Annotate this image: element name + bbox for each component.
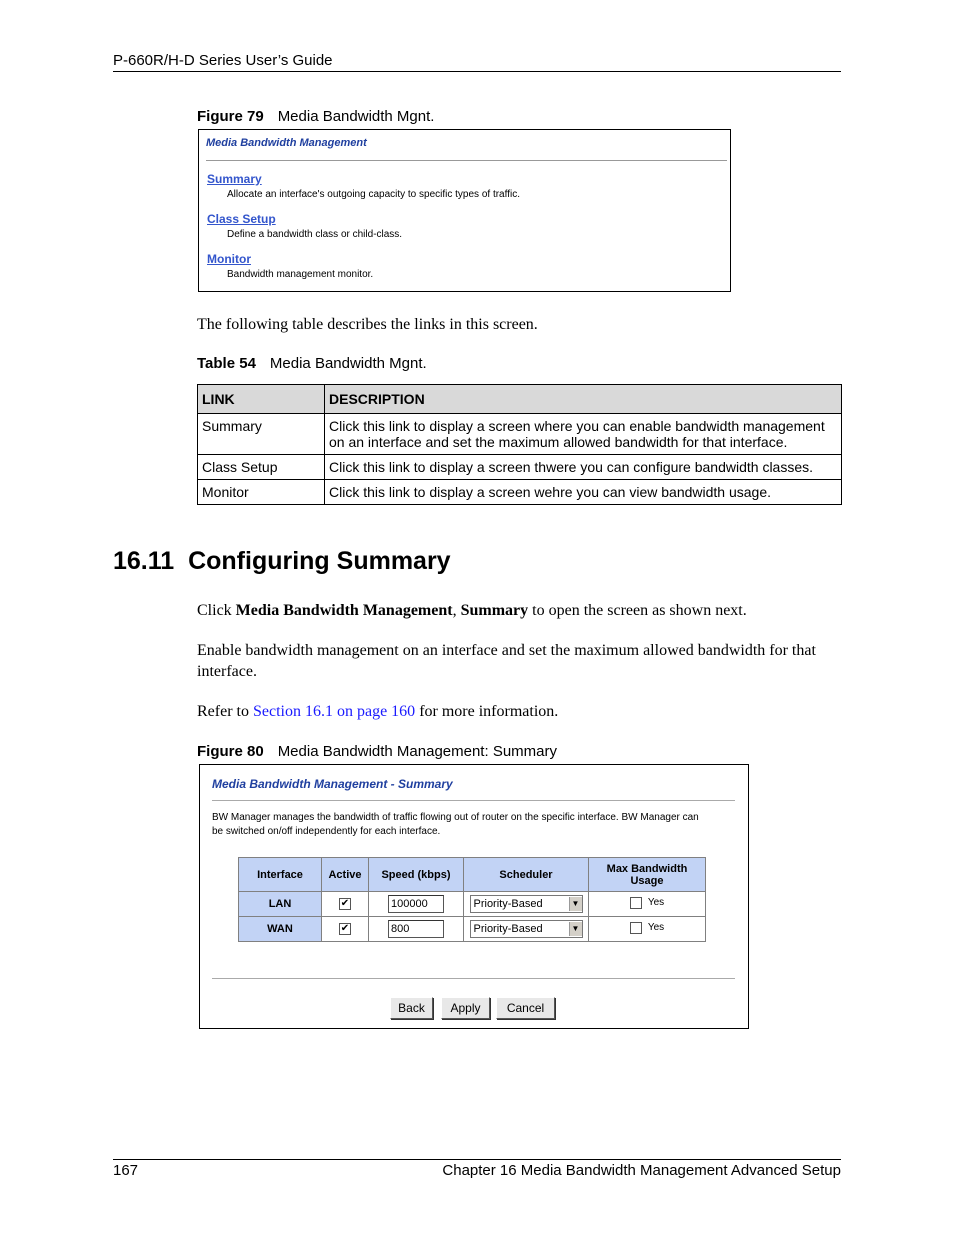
table-54-caption: [197, 355, 427, 372]
intro-paragraph: The following table describes the links in this screen.: [197, 316, 538, 333]
table-cell-link: Class Setup: [198, 455, 325, 480]
speed-cell: [369, 917, 464, 942]
column-header-link: LINK: [198, 385, 325, 414]
description-paragraph: Enable bandwidth management on an interface and set the maximum allowed bandwidth for that interface.: [197, 642, 816, 680]
links-description-table: [197, 384, 842, 505]
instruction-paragraph: [197, 600, 842, 621]
dropdown-arrow-icon[interactable]: ▼: [569, 897, 582, 911]
max-usage-cell: [589, 892, 706, 917]
figure-79-label: Figure 79: [197, 108, 264, 125]
dropdown-arrow-icon[interactable]: ▼: [569, 922, 582, 936]
table-row: [198, 480, 842, 505]
column-header-active: Active: [322, 858, 369, 892]
p3-text: Refer to: [197, 703, 253, 720]
table-cell-description: Click this link to display a screen wehre you can view bandwidth usage.: [325, 480, 842, 505]
active-cell: [322, 892, 369, 917]
p1-text-end: to open the screen as shown next.: [528, 602, 747, 619]
class-setup-link-description: Define a bandwidth class or child-class.: [227, 229, 403, 240]
title-separator: [212, 800, 735, 801]
table-cell-link: Monitor: [198, 480, 325, 505]
reference-paragraph: [197, 701, 842, 722]
title-separator: [206, 160, 727, 161]
table-54-label: Table 54: [197, 355, 256, 372]
summary-link[interactable]: Summary: [207, 172, 262, 186]
table-cell-link: Summary: [198, 414, 325, 455]
chapter-title: Chapter 16 Media Bandwidth Management Advanced Setup: [442, 1162, 841, 1179]
scheduler-cell: [464, 892, 589, 917]
p3-text-end: for more information.: [415, 703, 559, 720]
page-number: 167: [113, 1162, 139, 1179]
lan-scheduler-select[interactable]: [470, 895, 583, 913]
wan-scheduler-value: Priority-Based: [473, 923, 543, 935]
figure-79-screenshot: [198, 129, 731, 292]
wan-max-usage-checkbox[interactable]: [630, 922, 642, 934]
class-setup-link[interactable]: Class Setup: [207, 212, 276, 226]
media-bandwidth-screen-title: Media Bandwidth Management: [206, 137, 367, 149]
bw-manager-description: BW Manager manages the bandwidth of traffic flowing out of router on the specific interface. BW Manager can be switched on/off independently for each interface.: [212, 812, 699, 837]
figure-80-caption-text: Media Bandwidth Management: Summary: [277, 743, 557, 760]
p1-menu-name: Media Bandwidth Management: [235, 602, 453, 619]
p1-submenu-name: Summary: [460, 602, 529, 619]
lan-speed-input[interactable]: [388, 895, 444, 913]
active-cell: [322, 917, 369, 942]
apply-button[interactable]: Apply: [441, 997, 490, 1019]
table-header-row: [198, 385, 842, 414]
back-button[interactable]: Back: [390, 997, 433, 1019]
interface-name-wan: WAN: [239, 917, 322, 942]
wan-active-checkbox[interactable]: ✔: [340, 923, 350, 935]
figure-80-screenshot: [199, 764, 749, 1029]
table-cell-description: Click this link to display a screen where you can enable bandwidth management on an interface and set the maximum allowed bandwidth for that interface.: [325, 414, 842, 455]
summary-link-description: Allocate an interface's outgoing capacity to specific types of traffic.: [227, 189, 520, 200]
column-header-scheduler: Scheduler: [464, 858, 589, 892]
column-header-speed: Speed (kbps): [369, 858, 464, 892]
column-header-description: DESCRIPTION: [325, 385, 842, 414]
figure-79-caption-text: Media Bandwidth Mgnt.: [277, 108, 435, 125]
table-54-caption-text: Media Bandwidth Mgnt.: [269, 355, 427, 372]
bandwidth-summary-table: [238, 857, 706, 942]
table-row-lan: [239, 892, 706, 917]
lan-max-usage-option: [630, 897, 664, 909]
table-cell-description: Click this link to display a screen thwere you can configure bandwidth classes.: [325, 455, 842, 480]
lan-active-checkbox[interactable]: ✔: [340, 898, 350, 910]
lan-max-usage-checkbox[interactable]: [630, 897, 642, 909]
running-header: P-660R/H-D Series User’s Guide: [113, 52, 333, 69]
speed-cell: [369, 892, 464, 917]
interface-name-lan: LAN: [239, 892, 322, 917]
wan-max-usage-label: Yes: [647, 922, 665, 933]
table-row: [198, 455, 842, 480]
wan-max-usage-option: [630, 922, 664, 934]
table-row: [198, 414, 842, 455]
lan-max-usage-label: Yes: [647, 897, 665, 908]
buttons-separator: [212, 978, 735, 979]
wan-speed-input[interactable]: [388, 920, 444, 938]
header-rule: [113, 71, 841, 72]
footer-rule: [113, 1159, 841, 1160]
section-reference-link[interactable]: Section 16.1 on page 160: [252, 703, 416, 720]
p1-separator: ,: [452, 602, 461, 619]
lan-scheduler-value: Priority-Based: [473, 898, 543, 910]
column-header-interface: Interface: [239, 858, 322, 892]
cancel-button[interactable]: Cancel: [496, 997, 555, 1019]
monitor-link-description: Bandwidth management monitor.: [227, 269, 374, 280]
figure-79-caption: [197, 108, 434, 125]
scheduler-cell: [464, 917, 589, 942]
p1-text: Click: [197, 602, 236, 619]
bw-table-header-row: [239, 858, 706, 892]
summary-screen-title: Media Bandwidth Management - Summary: [212, 777, 453, 791]
section-heading: 16.11 Configuring Summary: [113, 547, 451, 575]
max-usage-cell: [589, 917, 706, 942]
figure-80-label: Figure 80: [197, 743, 264, 760]
table-row-wan: [239, 917, 706, 942]
column-header-max-bandwidth: Max Bandwidth Usage: [589, 858, 706, 892]
figure-80-caption: [197, 743, 557, 760]
wan-scheduler-select[interactable]: [470, 920, 583, 938]
monitor-link[interactable]: Monitor: [207, 252, 251, 266]
